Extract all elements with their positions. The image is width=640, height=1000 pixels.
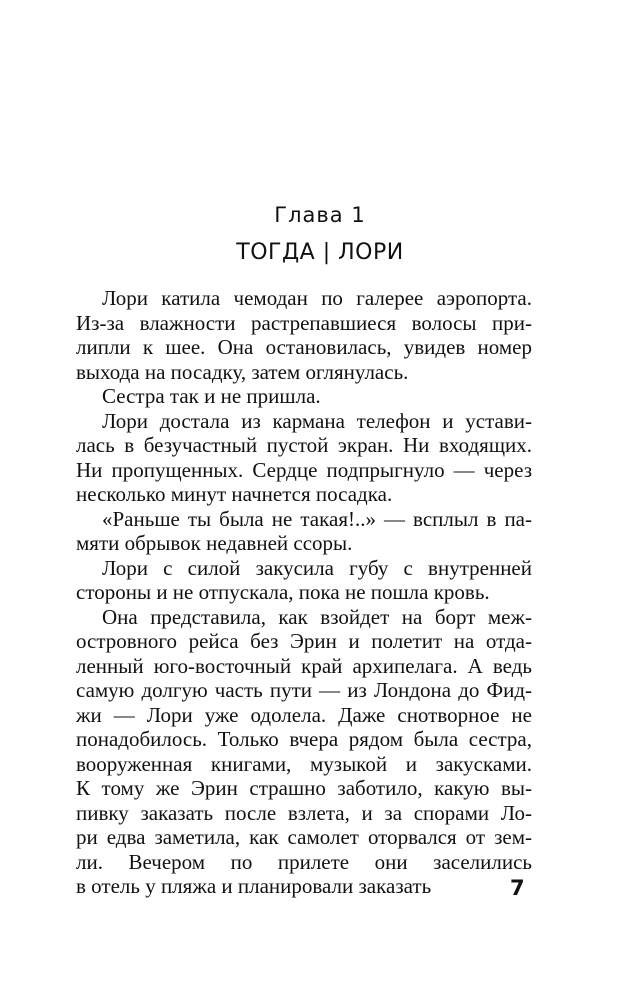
text-line: несколько минут начнется посадка. bbox=[76, 482, 393, 506]
text-line: Сестра так и не пришла. bbox=[102, 384, 321, 408]
text-line: вооруженная книгами, музыкой и закусками. bbox=[76, 751, 532, 776]
text-line: Она представила, как взойдет на борт меж- bbox=[102, 604, 532, 629]
text-line: Лори катила чемодан по галерее аэропорта. bbox=[102, 286, 532, 310]
text-line: понадобилось. Только вчера рядом была сестра, bbox=[76, 727, 532, 751]
text-line: в отель у пляжа и планировали заказать bbox=[76, 874, 432, 898]
chapter-title: ТОГДА | ЛОРИ bbox=[236, 240, 404, 265]
text-line: «Раньше ты была не такая!..» — всплыл в па- bbox=[102, 506, 532, 531]
text-line: Лори с силой закусила губу с внутренней bbox=[102, 555, 532, 580]
text-line: Из-за влажности растрепавшиеся волосы при- bbox=[76, 310, 532, 335]
text-line: липли к шее. Она остановилась, увидев номер bbox=[76, 335, 532, 359]
text-line: выхода на посадку, затем оглянулась. bbox=[76, 359, 409, 384]
text-line: мяти обрывок недавней ссоры. bbox=[76, 531, 353, 555]
body-text bbox=[76, 286, 532, 899]
page-number: 7 bbox=[510, 876, 525, 900]
text-line: островного рейса без Эрин и полетит на отда- bbox=[76, 629, 532, 653]
text-line: ри едва заметила, как самолет оторвался от зем- bbox=[76, 825, 532, 849]
text-line: стороны и не отпускала, пока не пошла кровь. bbox=[76, 580, 490, 604]
text-line: самую долгую часть пути — из Лондона до Фид- bbox=[76, 678, 532, 702]
text-line: Лори достала из кармана телефон и устави- bbox=[102, 408, 532, 433]
chapter-label: Глава 1 bbox=[274, 203, 366, 227]
text-line: ли. Вечером по прилете они заселились bbox=[76, 849, 532, 874]
text-line: жи — Лори уже одолела. Даже снотворное не bbox=[76, 702, 532, 727]
text-line: лась в безучастный пустой экран. Ни входящих. bbox=[76, 433, 532, 457]
text-line: пивку заказать после взлета, и за спорами Ло- bbox=[76, 800, 532, 825]
text-line: Ни пропущенных. Сердце подпрыгнуло — через bbox=[76, 457, 532, 482]
text-line: К тому же Эрин страшно заботило, какую вы- bbox=[76, 776, 532, 800]
text-line: ленный юго-восточный край архипелага. А ведь bbox=[76, 653, 532, 678]
